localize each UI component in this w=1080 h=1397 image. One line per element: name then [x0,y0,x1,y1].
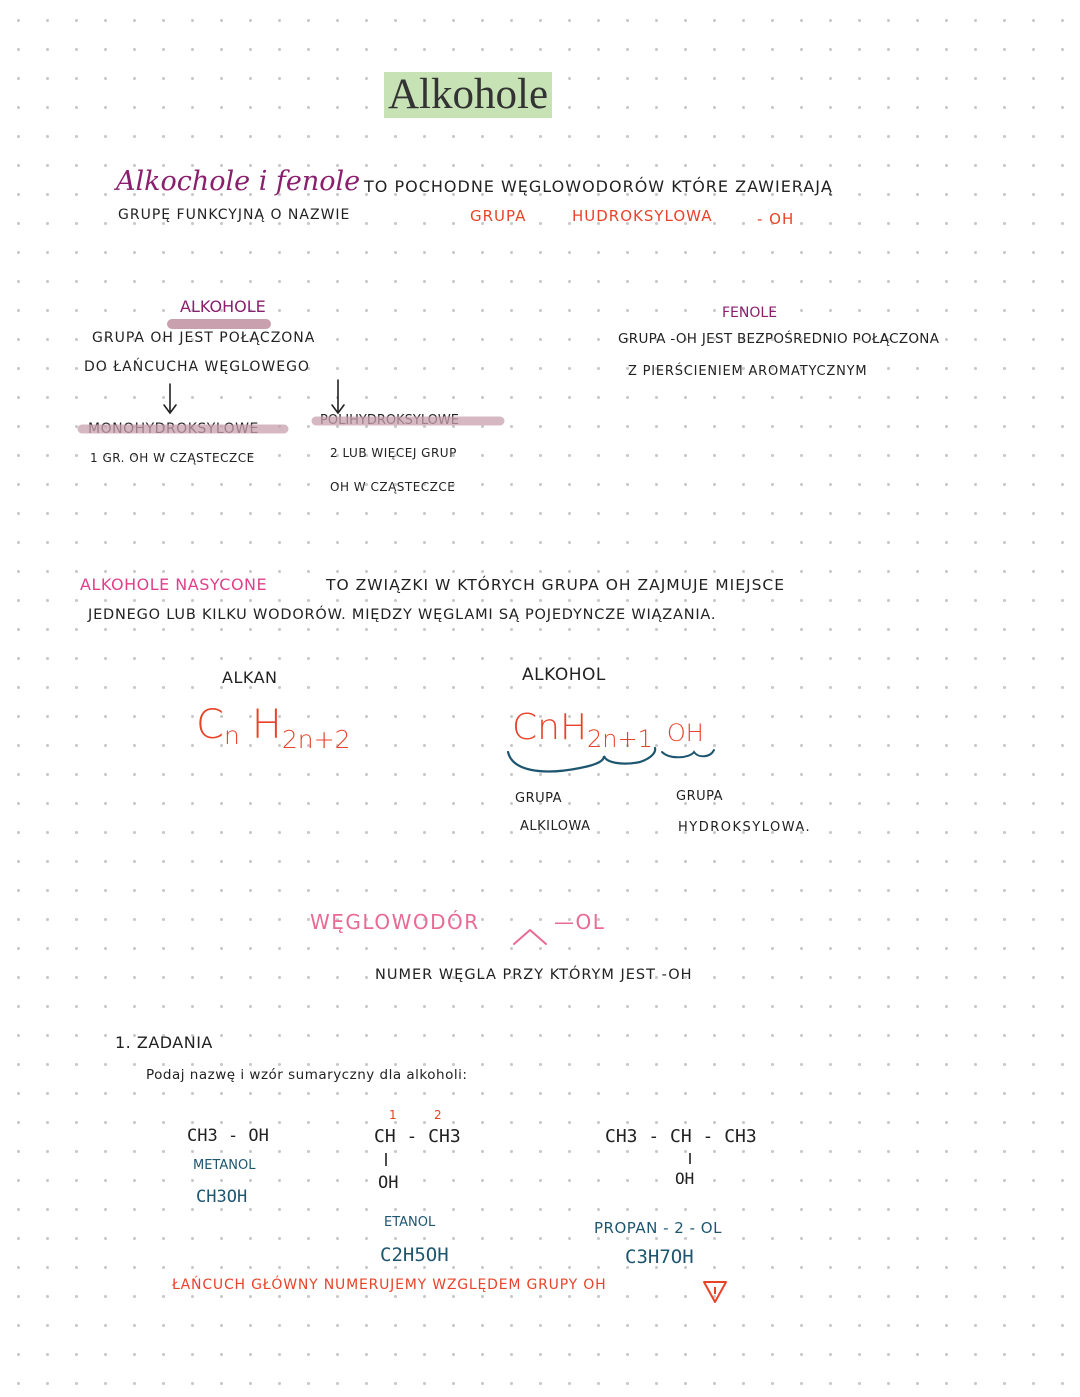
naming-caret [514,930,546,944]
alkan-formula [196,700,350,765]
ex2-oh: OH [378,1173,399,1193]
ex1-formula: CH3OH [196,1187,248,1207]
naming-rule-left: WĘGLOWODÓR [310,910,480,934]
alkohole-heading: ALKOHOLE [180,297,266,316]
saturated-term: ALKOHOLE NASYCONE [80,575,268,594]
intro-term: Alkochole i fenole [116,166,361,197]
ex1-structure: CH3 - OH [187,1126,269,1146]
page-title: Alkohole [384,72,552,118]
fenole-desc-line2: Z PIERŚCIENIEM AROMATYCZNYM [628,364,868,379]
hydroxyl-group-line2: HYDROKSYLOWA. [678,820,812,835]
ex3-name: PROPAN - 2 - OL [594,1219,722,1237]
alkyl-group-line2: ALKILOWA [520,819,591,834]
alkohol-formula-cnh: CnH [512,707,588,748]
saturated-line2: JEDNEGO LUB KILKU WODORÓW. MIĘDZY WĘGLAMI SĄ POJEDYNCZE WIĄZANIA. [88,607,717,623]
polyhydroxyl-desc-line1: 2 LUB WIĘCEJ GRUP [330,446,457,460]
alkohol-label: ALKOHOL [522,665,606,685]
fenole-heading: FENOLE [722,305,778,321]
ex3-structure-top: CH3 - CH - CH3 [605,1126,757,1147]
alkyl-group-line1: GRUPA [515,791,563,806]
monohydroxyl-label: MONOHYDROKSYLOWE [88,421,259,437]
group-symbol: - OH [757,210,795,228]
naming-rule-note: NUMER WĘGLA PRZY KTÓRYM JEST -OH [375,967,693,983]
ex3-oh: OH [675,1169,695,1188]
group-name-1: GRUPA [470,207,527,225]
alkohole-desc-line2: DO ŁAŃCUCHA WĘGLOWEGO [84,359,310,375]
arrow-right [332,380,344,413]
tasks-heading: 1. ZADANIA [115,1033,213,1052]
monohydroxyl-desc: 1 GR. OH W CZĄSTECZCE [90,451,255,465]
alkan-formula-h: H [251,702,282,748]
tasks-footer: ŁAŃCUCH GŁÓWNY NUMERUJEMY WZGLĘDEM GRUPY OH [172,1277,607,1293]
alkohole-desc-line1: GRUPA OH JEST POŁĄCZONA [92,330,316,346]
ex2-number-1: 1 [389,1108,398,1122]
alkohol-formula [512,706,704,761]
ex2-structure-top: CH - CH3 [374,1126,461,1147]
group-name-2: HUDROKSYLOWA [572,207,713,225]
ex2-name: ETANOL [384,1215,436,1230]
alkan-formula-index: 2n+2 [281,725,351,754]
saturated-line1: TO ZWIĄZKI W KTÓRYCH GRUPA OH ZAJMUJE MIEJSCE [326,576,786,594]
alkohol-formula-oh: OH [666,719,704,747]
fenole-desc-line1: GRUPA -OH JEST BEZPOŚREDNIO POŁĄCZONA [618,331,940,347]
alkohol-formula-index: 2n+1 [587,725,653,753]
ex1-name: METANOL [193,1158,256,1173]
intro-line1: TO POCHODNE WĘGLOWODORÓW KTÓRE ZAWIERAJĄ [364,177,833,196]
ex3-formula: C3H7OH [625,1246,694,1268]
alkan-label: ALKAN [222,668,278,687]
intro-line2: GRUPĘ FUNKCYJNĄ O NAZWIE [118,207,351,223]
ex2-number-2: 2 [434,1108,443,1122]
alkan-formula-c: C [196,702,224,748]
hydroxyl-group-line1: GRUPA [676,789,724,804]
naming-rule-right: —OL [554,910,606,934]
polyhydroxyl-label: POLIHYDROKSYLOWE [320,413,459,428]
polyhydroxyl-desc-line2: OH W CZĄSTECZCE [330,480,456,494]
arrow-left [164,384,176,413]
alkan-formula-n: n [223,721,240,750]
warning-triangle-icon [704,1282,726,1302]
ex2-formula: C2H5OH [380,1244,449,1266]
tasks-instruction: Podaj nazwę i wzór sumaryczny dla alkoholi: [146,1067,468,1083]
